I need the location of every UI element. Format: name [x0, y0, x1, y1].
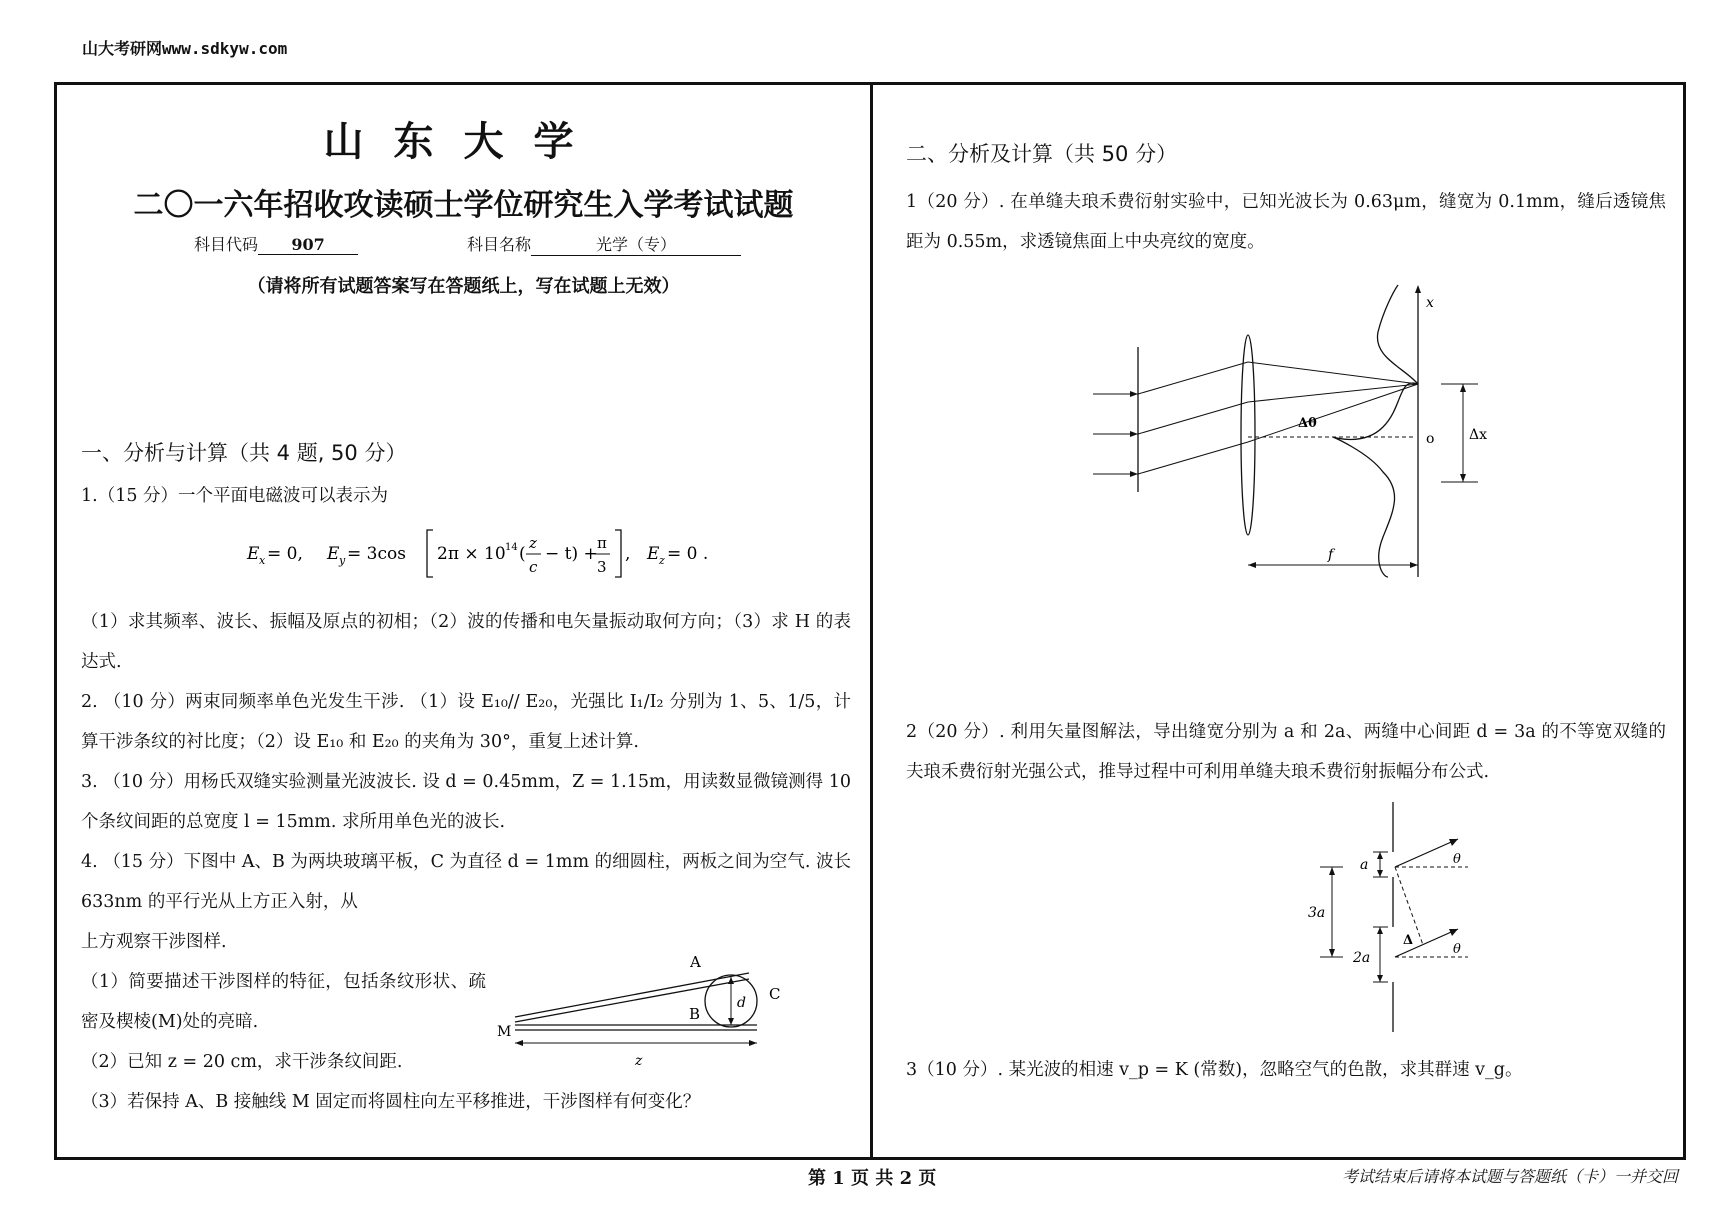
ray-in-arrow-1 — [1130, 391, 1138, 397]
q1-parts: （1）求其频率、波长、振幅及原点的初相；（2）波的传播和电矢量振动取何方向；（3）求 H 的表达式. — [81, 612, 851, 672]
z-arrow-right — [749, 1040, 757, 1046]
label-3a: 3a — [1308, 905, 1326, 921]
formula-pi: π — [597, 534, 607, 552]
label-d: d — [737, 995, 746, 1011]
3a-arrow-bottom — [1329, 949, 1335, 957]
formula-minus-t: − t) + — [545, 544, 598, 564]
label-m: M — [497, 1024, 512, 1040]
formula-ex-sub: x — [259, 554, 266, 567]
s2-q1-text: 1（20 分）. 在单缝夫琅禾费衍射实验中，已知光波长为 0.63μm，缝宽为 0.1mm，缝后透镜焦距为 0.55m，求透镜焦面上中央亮纹的宽度。 — [906, 192, 1666, 252]
x-axis-arrow — [1415, 285, 1421, 293]
formula-ey-sub: y — [339, 554, 346, 567]
label-a-slit: a — [1360, 857, 1369, 873]
label-f: f — [1328, 547, 1334, 563]
formula-inside: 2π × 10 — [437, 544, 506, 564]
subject-code-label: 科目代码 — [194, 235, 259, 254]
dx-arrow-bottom — [1460, 474, 1466, 482]
q1-intro: 1.（15 分）一个平面电磁波可以表示为 — [81, 486, 389, 506]
formula-ey-eq: = 3cos — [347, 544, 406, 564]
q4-intro-2: 上方观察干涉图样. — [81, 932, 227, 952]
label-delta: Δ — [1403, 933, 1414, 948]
label-a: A — [690, 953, 701, 971]
ray-diff-2 — [1138, 402, 1248, 434]
q4-part-2: （2）已知 z = 20 cm，求干涉条纹间距. — [81, 1052, 403, 1072]
q4-intro: 4. （15 分）下图中 A、B 为两块玻璃平板，C 为直径 d = 1mm 的细圆柱，两板之间为空气. 波长 633nm 的平行光从上方正入射，从 — [81, 852, 851, 912]
formula-c: c — [529, 558, 538, 576]
page-number: 第 1 页 共 2 页 — [808, 1168, 937, 1189]
section2-heading: 二、分析及计算（共 50 分） — [906, 142, 1178, 166]
ray-diff-1 — [1138, 362, 1248, 394]
university-title: 山东大学 — [323, 118, 604, 165]
formula-ex: E — [247, 544, 260, 564]
z-arrow-left — [515, 1040, 523, 1046]
intensity-curve-lower — [1333, 383, 1418, 577]
q4-part-3: （3）若保持 A、B 接触线 M 固定而将圆柱向左平移推进，干涉图样有何变化？ — [81, 1092, 701, 1112]
label-theta-upper: θ — [1453, 852, 1461, 867]
f-arrow-right — [1410, 562, 1418, 568]
label-o: o — [1426, 431, 1435, 447]
formula-comma: , — [625, 544, 631, 564]
ray-in-arrow-3 — [1130, 471, 1138, 477]
diameter-arrow-top — [728, 977, 734, 984]
label-2a: 2a — [1353, 950, 1371, 966]
formula-three: 3 — [597, 558, 607, 576]
intensity-curve-upper — [1377, 285, 1418, 384]
ray-in-arrow-2 — [1130, 431, 1138, 437]
formula-open-paren: ( — [519, 544, 526, 564]
dx-arrow-top — [1460, 384, 1466, 392]
left-column — [57, 82, 870, 1160]
formula-ez: E — [647, 544, 660, 564]
formula-ey: E — [327, 544, 340, 564]
diameter-arrow-bottom — [728, 1018, 734, 1025]
s2-q2-text: 2（20 分）. 利用矢量图解法，导出缝宽分别为 a 和 2a、两缝中心间距 d = 3a 的不等宽双缝的夫琅禾费衍射光强公式，推导过程中可利用单缝夫琅禾费衍射振幅分布公式. — [906, 722, 1666, 782]
exam-title: 二〇一六年招收攻读硕士学位研究生入学考试试题 — [133, 188, 794, 223]
answer-notice: （请将所有试题答案写在答题纸上，写在试题上无效） — [247, 276, 680, 297]
ray-focus-1 — [1248, 362, 1418, 384]
label-dx: Δx — [1469, 427, 1488, 443]
subject-name-label: 科目名称 — [467, 235, 532, 254]
lens — [1241, 335, 1255, 535]
label-dtheta: Δθ — [1298, 416, 1317, 431]
a-arrow-bottom — [1377, 870, 1383, 877]
label-c: C — [769, 985, 781, 1003]
q3-text: 3. （10 分）用杨氏双缝实验测量光波波长. 设 d = 0.45mm，Z = 1.15m，用读数显微镜测得 10 个条纹间距的总宽度 l = 15mm. 求所用单色光的波长. — [81, 772, 851, 832]
label-x: x — [1426, 295, 1434, 311]
right-column — [873, 82, 1683, 1160]
s2-q3-text: 3（10 分）. 某光波的相速 v_p = K (常数)，忽略空气的色散，求其群速 v_g。 — [906, 1060, 1523, 1080]
plate-a-bottom — [515, 979, 749, 1022]
formula-ex-eq: = 0, — [267, 544, 303, 564]
formula-left-bracket — [427, 530, 433, 577]
site-watermark: 山大考研网www.sdkyw.com — [82, 39, 288, 58]
subject-name-value: 光学（专） — [531, 232, 741, 256]
3a-arrow-top — [1329, 867, 1335, 875]
q2-text: 2. （10 分）两束同频率单色光发生干涉. （1）设 E₁₀// E₂₀，光强比 I₁/I₂ 分别为 1、5、1/5，计算干涉条纹的衬比度；（2）设 E₁₀ 和 E₂₀ 的夹角为 30°，重复上述计算. — [81, 692, 851, 752]
formula-right-bracket — [615, 530, 621, 577]
a-arrow-top — [1377, 852, 1383, 859]
subject-code-row — [194, 232, 358, 255]
2a-arrow-bottom — [1377, 975, 1383, 982]
wedge-diagram — [487, 937, 817, 1072]
label-theta-lower: θ — [1453, 942, 1461, 957]
f-arrow-left — [1248, 562, 1256, 568]
formula-exponent: 14 — [505, 542, 518, 553]
formula-z: z — [529, 534, 537, 552]
2a-arrow-top — [1377, 927, 1383, 934]
formula-ez-sub: z — [659, 554, 665, 567]
subject-name-row — [467, 232, 741, 256]
subject-code-value: 907 — [258, 235, 358, 255]
plate-a-top — [515, 973, 749, 1017]
single-slit-diagram — [1083, 277, 1533, 597]
ray-diff-3 — [1138, 442, 1248, 474]
label-z: z — [635, 1053, 643, 1069]
double-slit-diagram — [1308, 797, 1548, 1037]
formula-ez-eq: = 0 . — [667, 544, 709, 564]
footer-note: 考试结束后请将本试题与答题纸（卡）一并交回 — [1341, 1167, 1678, 1186]
label-b: B — [689, 1005, 701, 1023]
ray-upper — [1395, 839, 1458, 867]
q1-formula — [237, 522, 757, 582]
section1-heading: 一、分析与计算（共 4 题, 50 分） — [81, 441, 407, 465]
q4-part-1: （1）简要描述干涉图样的特征，包括条纹形状、疏密及楔棱(M)处的亮暗. — [81, 972, 486, 1032]
